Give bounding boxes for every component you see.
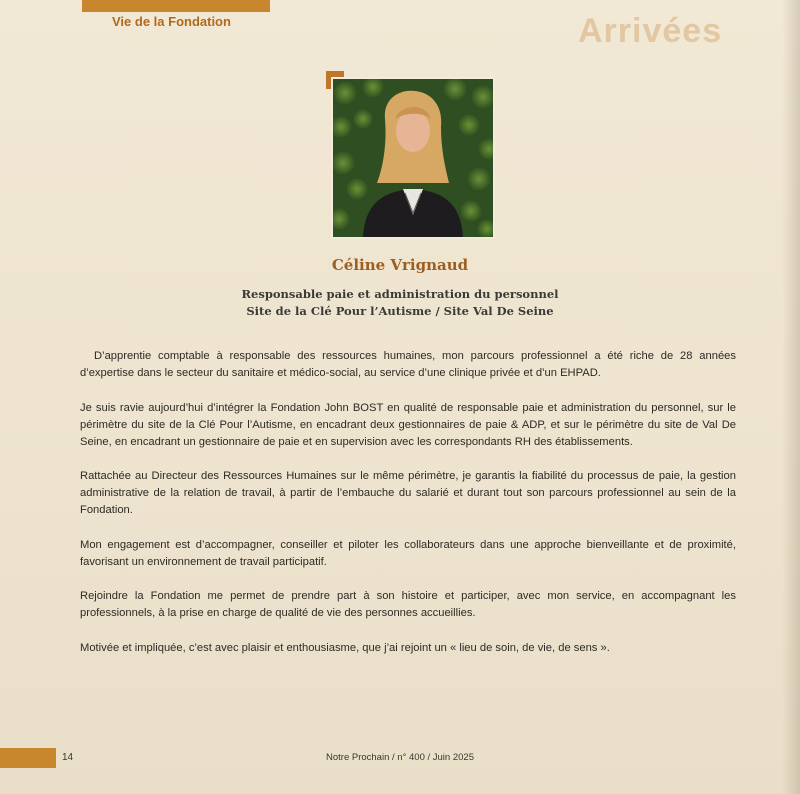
person-role <box>0 286 800 320</box>
article-body <box>80 348 736 674</box>
person-name: Céline Vrignaud <box>331 256 469 274</box>
portrait-photo <box>333 79 493 237</box>
portrait-photo-icon <box>333 79 493 237</box>
role-sites: Site de la Clé Pour l’Autisme / Site Val De Seine <box>246 304 554 318</box>
section-label: Vie de la Fondation <box>112 14 231 29</box>
paragraph-4: Mon engagement est d’accompagner, conseiller et piloter les collaborateurs dans une approche bienveillante et de proximité, favorisant un environnement de travail participatif. <box>80 538 736 568</box>
role-title: Responsable paie et administration du personnel <box>241 287 559 301</box>
paragraph-5: Rejoindre la Fondation me permet de prendre part à son histoire et participer, avec mon service, en accompagnant les professionnels, à la prise en charge de qualité de vie des personnes accueillies. <box>80 590 736 619</box>
page-number: 14 <box>62 752 74 763</box>
paragraph-3: Rattachée au Directeur des Ressources Humaines sur le même périmètre, je garantis la fiabilité du processus de paie, la gestion administrative de la relation de travail, à partir de l’embauche du salarié et durant tout son parcours professionnel au sein de la Fondation. <box>80 470 736 516</box>
publication-info: Notre Prochain / n° 400 / Juin 2025 <box>326 752 474 763</box>
page-title: Arrivées <box>578 12 723 50</box>
paragraph-1: D’apprentie comptable à responsable des ressources humaines, mon parcours professionnel a été riche de 28 années d’expertise dans le secteur du sanitaire et médico-social, au service d’une clinique privée et d’un EHPAD. <box>80 350 736 379</box>
paragraph-6: Motivée et impliquée, c’est avec plaisir et enthousiasme, que j’ai rejoint un « lieu de soin, de vie, de sens ». <box>80 641 610 654</box>
paragraph-2: Je suis ravie aujourd’hui d’intégrer la Fondation John BOST en qualité de responsable paie et administration du personnel, sur le périmètre du site de la Clé Pour l’Autisme, en encadrant deux gestionnaires de paie & ADP, et sur le périmètre du site de Val De Seine, en encadrant un gestionnaire de paie et en supervision avec les correspondants RH des établissements. <box>80 401 736 448</box>
section-tab-bar <box>82 0 270 12</box>
